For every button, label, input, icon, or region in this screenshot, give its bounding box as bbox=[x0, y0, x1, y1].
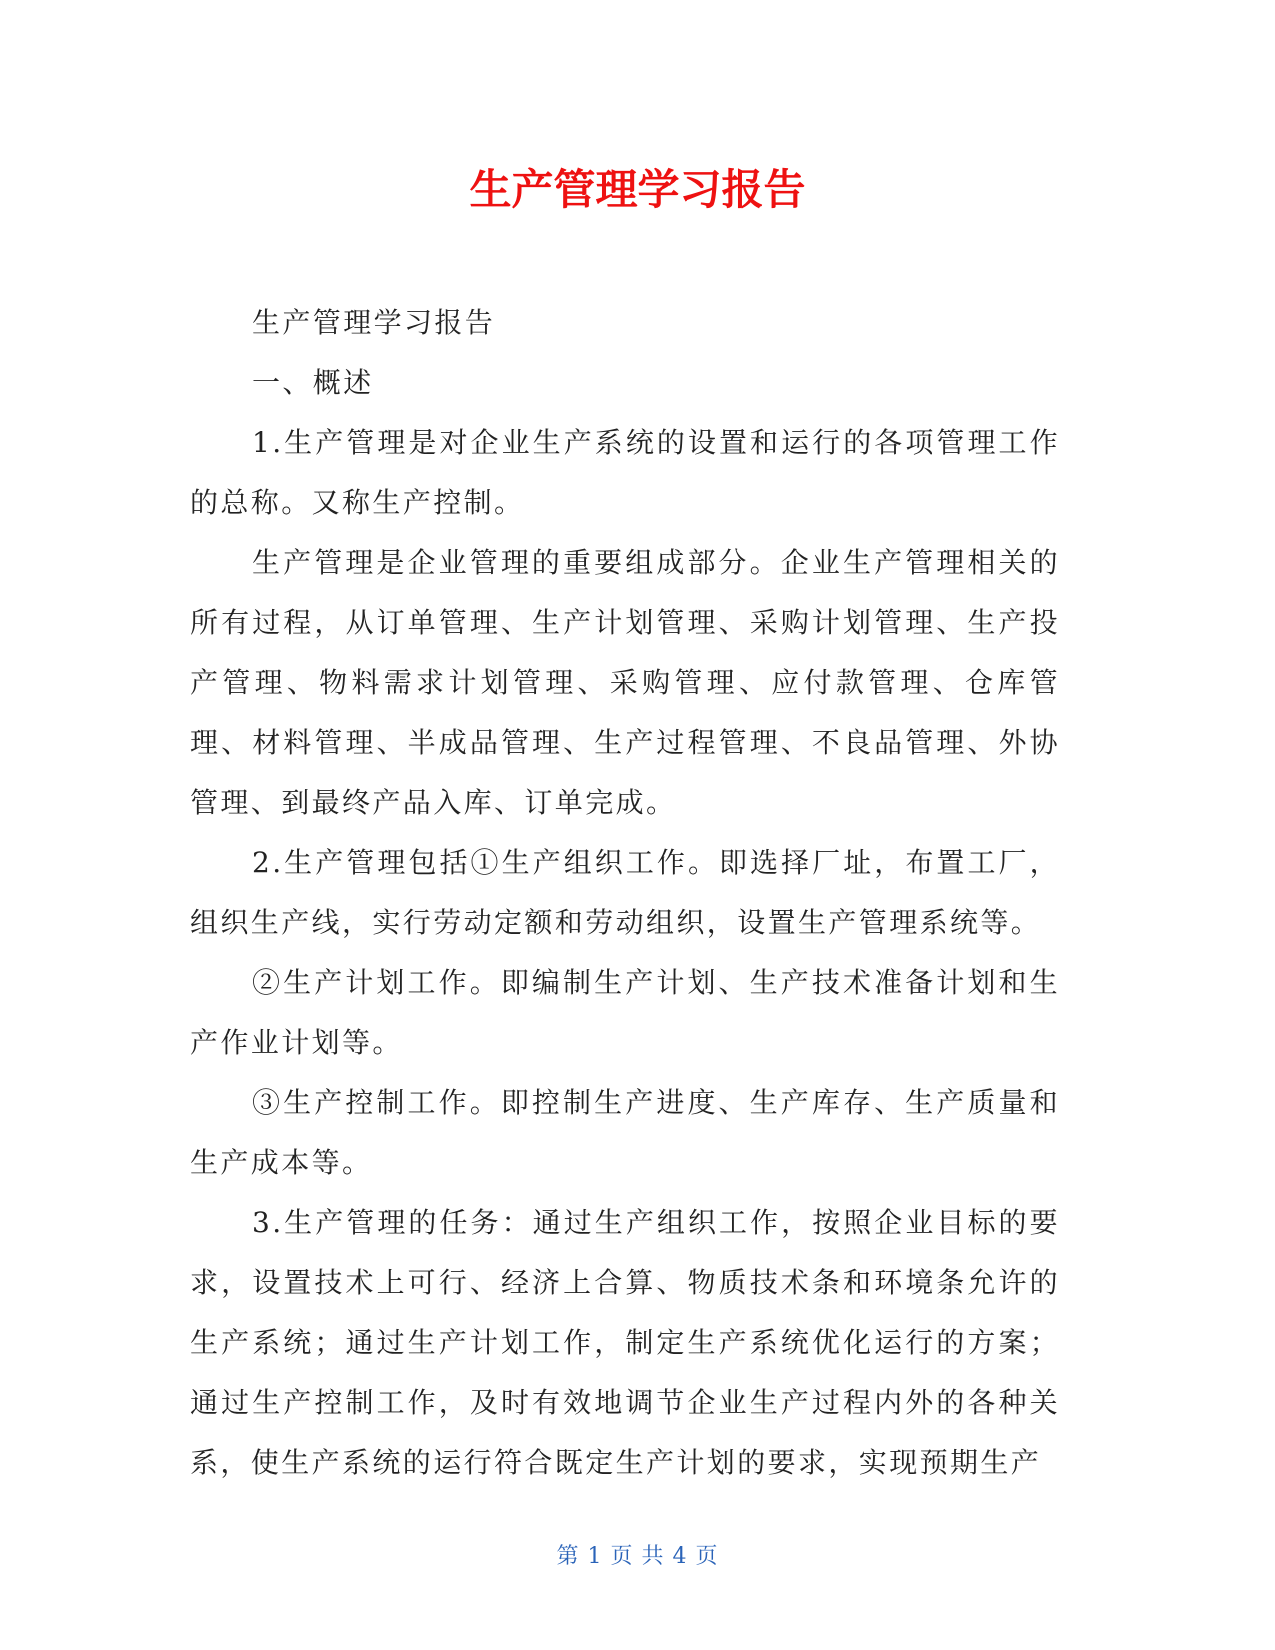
footer-page-middle: 页 共 bbox=[610, 1544, 665, 1569]
body-paragraph: 1.生产管理是对企业生产系统的设置和运行的各项管理工作的总称。又称生产控制。 bbox=[190, 426, 1060, 519]
document-body bbox=[190, 293, 1060, 1493]
footer-page-prefix: 第 bbox=[556, 1544, 580, 1569]
footer-page-number: 1 bbox=[587, 1544, 603, 1569]
body-paragraph: 2.生产管理包括①生产组织工作。即选择厂址，布置工厂，组织生产线，实行劳动定额和劳动组织，设置生产管理系统等。 bbox=[190, 846, 1060, 939]
body-paragraph: 生产管理是企业管理的重要组成部分。企业生产管理相关的所有过程，从订单管理、生产计划管理、采购计划管理、生产投产管理、物料需求计划管理、采购管理、应付款管理、仓库管理、材料管理、半成品管理、生产过程管理、不良品管理、外协管理、到最终产品入库、订单完成。 bbox=[190, 546, 1060, 819]
page-footer bbox=[0, 1541, 1275, 1573]
body-paragraph: 生产管理学习报告 bbox=[252, 306, 496, 339]
body-paragraph: 3.生产管理的任务：通过生产组织工作，按照企业目标的要求，设置技术上可行、经济上合算、物质技术条和环境条允许的生产系统；通过生产计划工作，制定生产系统优化运行的方案；通过生产控制工作，及时有效地调节企业生产过程内外的各种关系，使生产系统的运行符合既定生产计划的要求，实现预期生产 bbox=[190, 1206, 1060, 1479]
body-paragraph: ③生产控制工作。即控制生产进度、生产库存、生产质量和生产成本等。 bbox=[190, 1086, 1060, 1179]
document-title: 生产管理学习报告 bbox=[469, 165, 806, 214]
body-paragraph: ②生产计划工作。即编制生产计划、生产技术准备计划和生产作业计划等。 bbox=[190, 966, 1060, 1059]
section-heading: 一、概述 bbox=[252, 366, 374, 399]
footer-page-suffix: 页 bbox=[695, 1544, 719, 1569]
footer-page-total: 4 bbox=[672, 1544, 688, 1569]
